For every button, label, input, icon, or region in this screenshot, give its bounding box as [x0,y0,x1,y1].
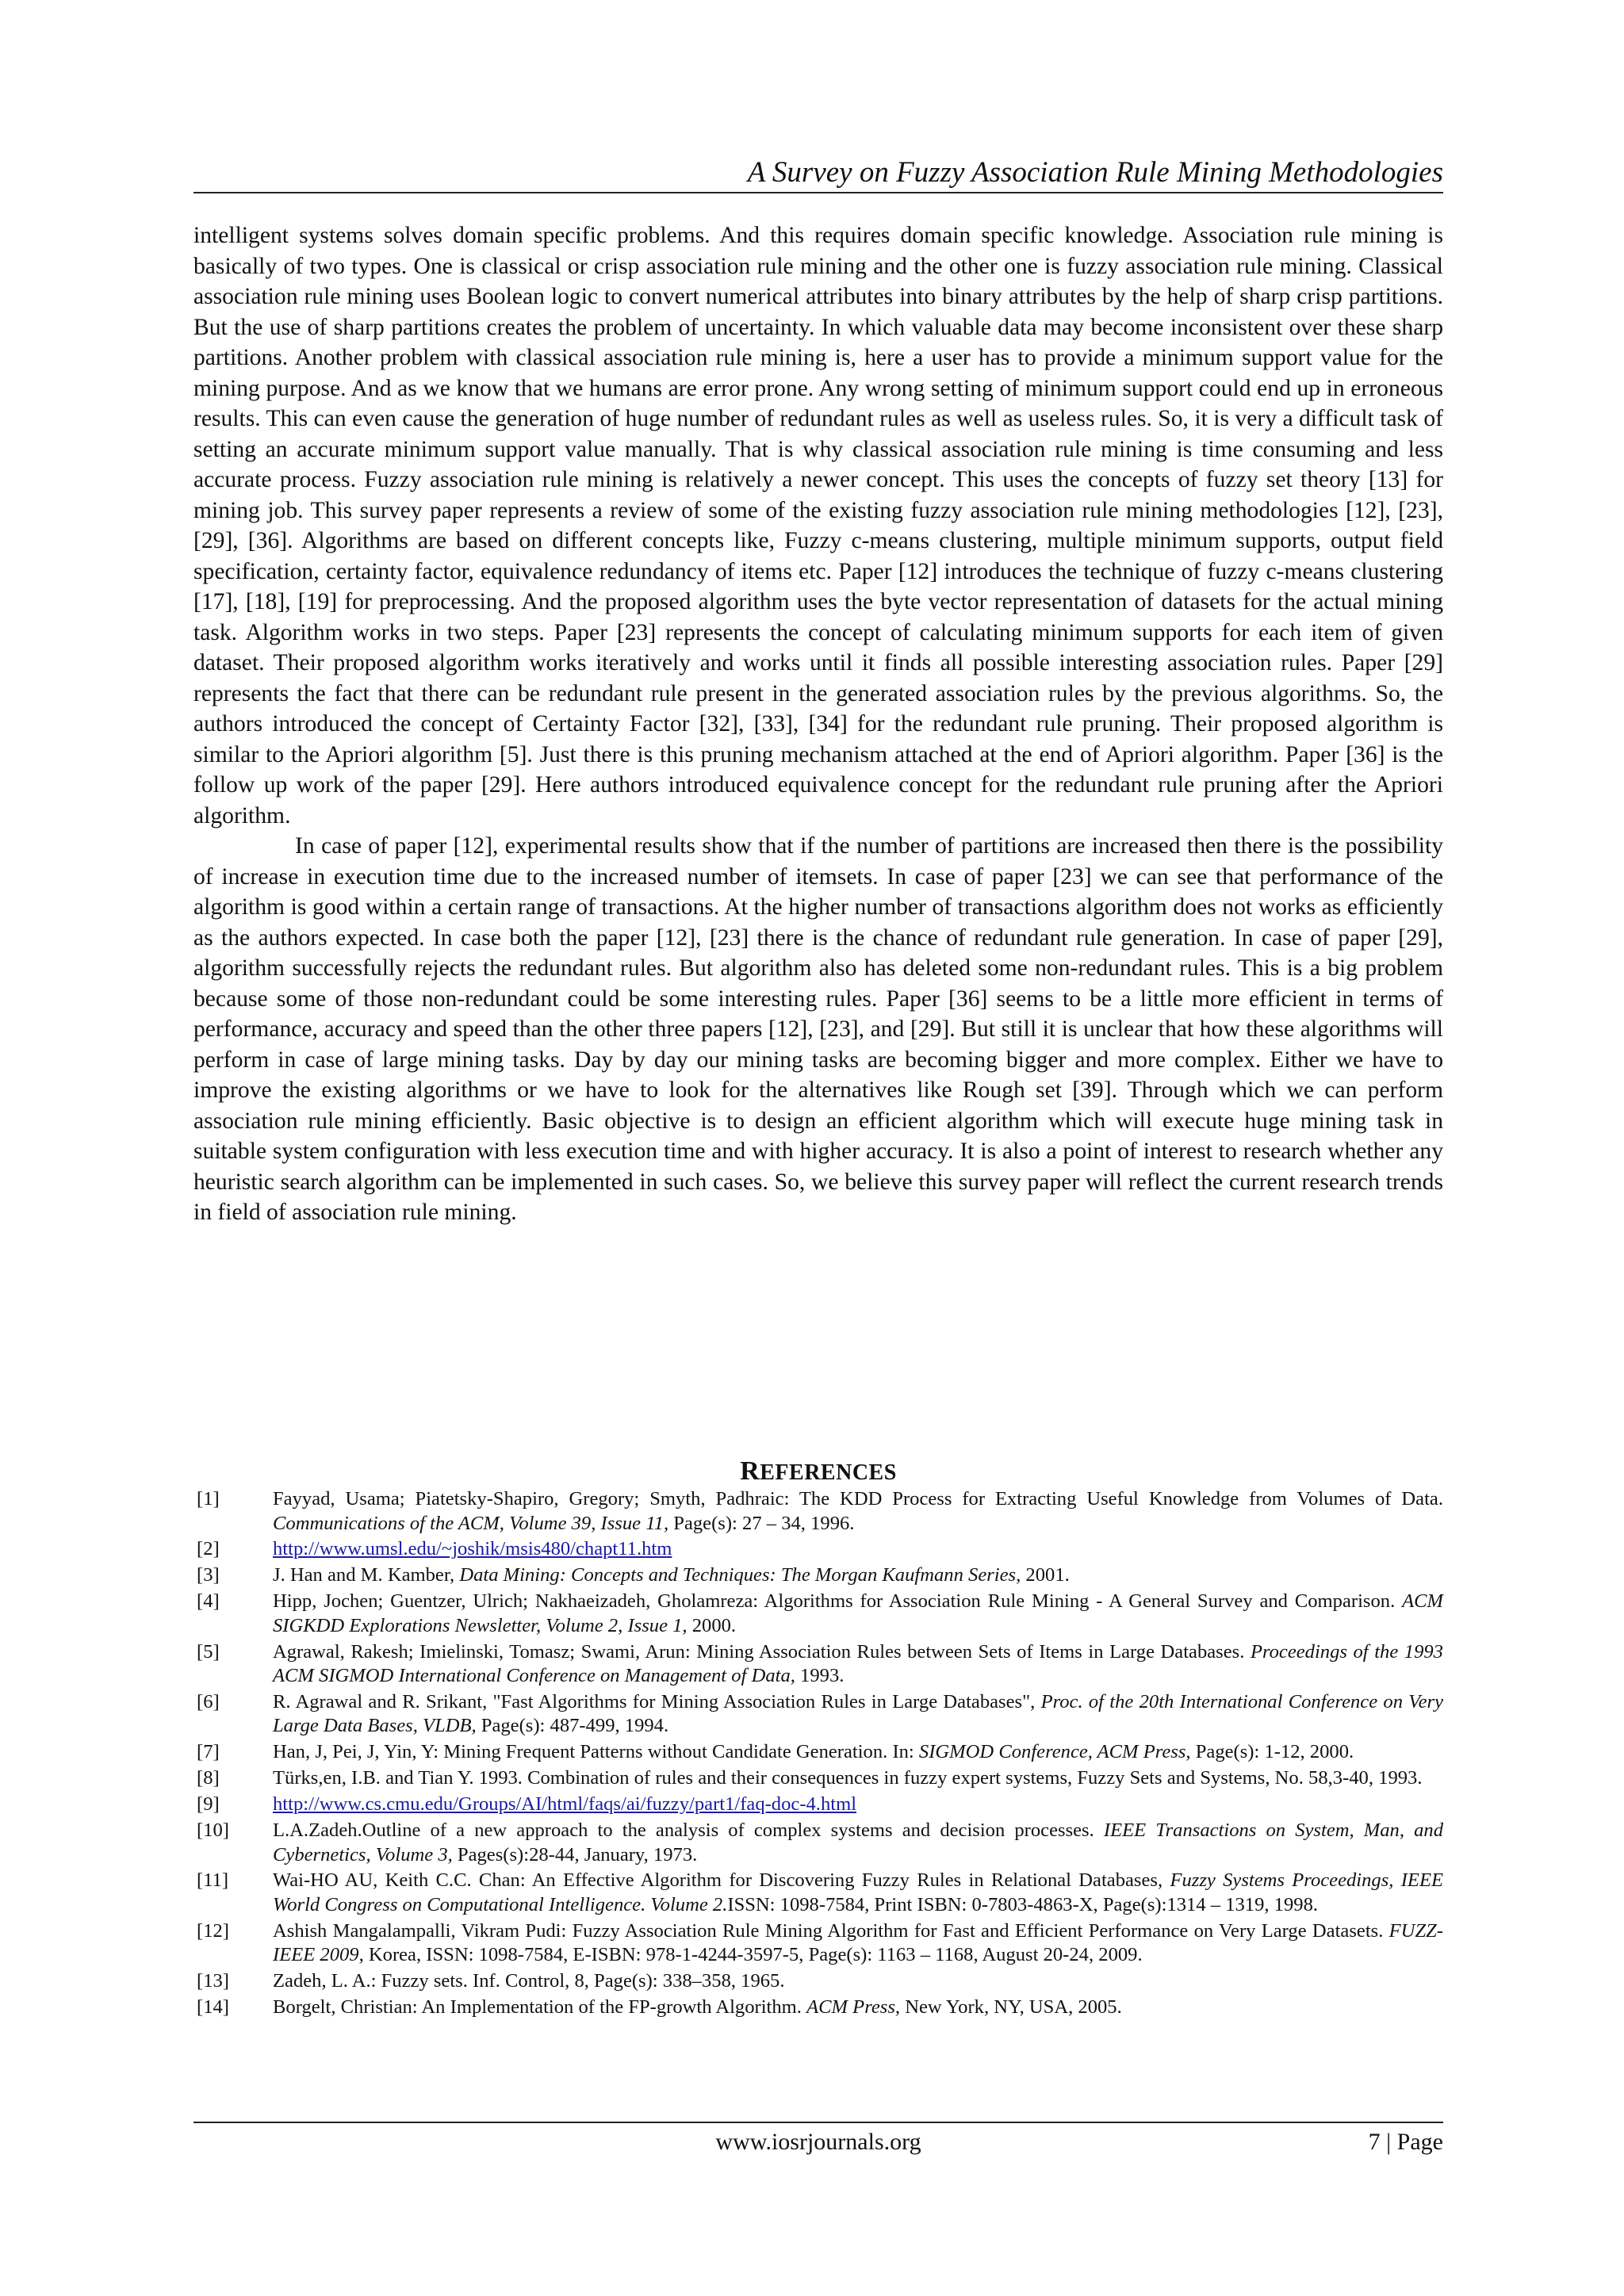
reference-text [273,1793,1443,1817]
paragraph-1: intelligent systems solves domain specific problems. And this requires domain specific knowledge. Association rule mining is basically of two types. One is classical or crisp association rule mining and the other one is fuzzy association rule mining. Classical association rule mining uses Boolean logic to convert numerical attributes into binary attributes by the help of sharp crisp partitions. But the use of sharp partitions creates the problem of uncertainty. In which valuable data may become inconsistent over these sharp partitions. Another problem with classical association rule mining is, here a user has to provide a minimum support value for the mining purpose. And as we know that we humans are error prone. Any wrong setting of minimum support could end up in erroneous results. This can even cause the generation of huge number of redundant rules as well as useless rules. So, it is very a difficult task of setting an accurate minimum support value manually. That is why classical association rule mining is time consuming and less accurate process. Fuzzy association rule mining is relatively a newer concept. This uses the concepts of fuzzy set theory [13] for mining job. This survey paper represents a review of some of the existing fuzzy association rule mining methodologies [12], [23], [29], [36]. Algorithms are based on different concepts like, Fuzzy c-means clustering, multiple minimum supports, output field specification, certainty factor, equivalence redundancy of items etc. Paper [12] introduces the technique of fuzzy c-means clustering [17], [18], [19] for preprocessing. And the proposed algorithm uses the byte vector representation of datasets for the actual mining task. Algorithm works in two steps. Paper [23] represents the concept of calculating minimum supports for each item of given dataset. Their proposed algorithm works iteratively and works until it finds all possible interesting association rules. Paper [29] represents the fact that there can be redundant rule present in the generated association rules by the previous algorithms. So, the authors introduced the concept of Certainty Factor [32], [33], [34] for the redundant rule pruning. Their proposed algorithm is similar to the Apriori algorithm [5]. Just there is this pruning mechanism attached at the end of Apriori algorithm. Paper [36] is the follow up work of the paper [29]. Here authors introduced equivalence concept for the redundant rule pruning after the Apriori algorithm. [193,223,1443,828]
reference-venue: Proceedings of the 1993 ACM SIGMOD International Conference on Management of Data, [273,1640,1443,1687]
reference-number: [11] [197,1869,229,1892]
reference-details: Page(s): 1-12, 2000. [1190,1741,1354,1763]
reference-authors-title: Fayyad, Usama; Piatetsky-Shapiro, Gregory; Smyth, Padhraic: The KDD Process for Extracting Useful Knowledge from Volumes of Data. [273,1488,1443,1510]
reference-number: [9] [197,1793,220,1816]
reference-venue: ACM SIGKDD Explorations Newsletter, Volume 2, Issue 1, [273,1590,1443,1636]
running-header-title: A Survey on Fuzzy Association Rule Mining Methodologies [747,156,1443,189]
reference-details: ISSN: 1098-7584, Print ISBN: 0-7803-4863-X, Page(s):1314 – 1319, 1998. [727,1893,1319,1915]
references-heading-rest: EFERENCES [760,1460,897,1485]
reference-number: [7] [197,1741,220,1763]
reference-number: [5] [197,1640,220,1663]
reference-text [273,1819,1443,1867]
footer-rule [193,2122,1443,2123]
reference-details: 1993. [795,1665,845,1687]
reference-link[interactable]: http://www.umsl.edu/~joshik/msis480/chapt11.htm [273,1538,672,1560]
reference-item [193,1819,1443,1867]
reference-number: [2] [197,1538,220,1560]
reference-venue: ACM Press, [806,1996,901,2019]
reference-item [193,1690,1443,1739]
reference-number: [8] [197,1767,220,1789]
reference-text [273,1487,1443,1536]
reference-venue: IEEE Transactions on System, Man, and Cybernetics, Volume 3, [273,1820,1443,1866]
reference-venue: Communications of the ACM, Volume 39, Issue 11, [273,1512,669,1534]
reference-item [193,1487,1443,1536]
reference-authors-title: R. Agrawal and R. Srikant, "Fast Algorithms for Mining Association Rules in Large Databases", [273,1690,1041,1712]
reference-authors-title: Türks,en, I.B. and Tian Y. 1993. Combination of rules and their consequences in fuzzy expert systems, Fuzzy Sets and Systems, No. 58,3-40, 1993. [273,1767,1423,1789]
reference-venue: Proc. of the 20th International Conference on Very Large Data Bases, VLDB, [273,1690,1443,1737]
reference-authors-title: Borgelt, Christian: An Implementation of the FP-growth Algorithm. [273,1996,807,2019]
reference-text [273,1537,1443,1562]
header-rule [193,192,1443,193]
reference-item [193,1537,1443,1562]
paragraph-2: In case of paper [12], experimental results show that if the number of partitions are increased then there is the possibility of increase in execution time due to the increased number of itemsets. In case of paper [23] we can see that performance of the algorithm is good within a certain range of transactions. At the higher number of transactions algorithm does not works as efficiently as the authors expected. In case both the paper [12], [23] there is the chance of redundant rule generation. In case of paper [29], algorithm successfully rejects the redundant rules. But algorithm also has deleted some non-redundant rules. This is a big problem because some of those non-redundant could be some interesting rules. Paper [36] seems to be a little more efficient in terms of performance, accuracy and speed than the other three papers [12], [23], and [29]. But still it is unclear that how these algorithms will perform in case of large mining tasks. Day by day our mining tasks are becoming bigger and more complex. Either we have to improve the existing algorithms or we have to look for the alternatives like Rough set [39]. Through which we can perform association rule mining efficiently. Basic objective is to design an efficient algorithm which will execute huge mining task in suitable system configuration with less execution time and with higher accuracy. It is also a point of interest to research whether any heuristic search algorithm can be implemented in such cases. So, we believe this survey paper will reflect the current research trends in field of association rule mining. [193,833,1443,1225]
reference-details: Pages(s):28-44, January, 1973. [452,1843,698,1866]
reference-item [193,1869,1443,1917]
reference-authors-title: L.A.Zadeh.Outline of a new approach to the analysis of complex systems and decision processes. [273,1820,1104,1842]
references-list [193,1487,1443,2022]
reference-text [273,1740,1443,1765]
reference-item [193,1793,1443,1817]
references-heading [193,1457,1443,1487]
reference-number: [13] [197,1970,229,1992]
reference-text [273,1690,1443,1739]
reference-text [273,1563,1443,1588]
reference-venue: FUZZ-IEEE 2009, [273,1919,1443,1966]
reference-details: Page(s): 487-499, 1994. [476,1715,669,1737]
reference-details: 2000. [687,1614,737,1636]
reference-text [273,1766,1443,1791]
reference-text [273,1969,1443,1994]
reference-authors-title: Han, J, Pei, J, Yin, Y: Mining Frequent Patterns without Candidate Generation. In: [273,1741,919,1763]
reference-number: [10] [197,1820,229,1842]
body-text [193,220,1443,1228]
reference-authors-title: Zadeh, L. A.: Fuzzy sets. Inf. Control, 8, Page(s): 338–358, 1965. [273,1970,785,1992]
reference-number: [12] [197,1919,229,1942]
reference-item [193,1996,1443,2020]
reference-item [193,1563,1443,1588]
reference-authors-title: Wai-HO AU, Keith C.C. Chan: An Effective Algorithm for Discovering Fuzzy Rules in Relational Databases, [273,1869,1170,1892]
reference-details: Page(s): 27 – 34, 1996. [668,1512,855,1534]
reference-number: [3] [197,1564,220,1586]
reference-text [273,1640,1443,1689]
reference-text [273,1919,1443,1968]
reference-text [273,1869,1443,1917]
reference-link[interactable]: http://www.cs.cmu.edu/Groups/AI/html/faqs/ai/fuzzy/part1/faq-doc-4.html [273,1793,857,1816]
reference-item [193,1740,1443,1765]
reference-venue: Fuzzy Systems Proceedings, IEEE World Congress on Computational Intelligence. Volume 2. [273,1869,1443,1915]
reference-authors-title: Ashish Mangalampalli, Vikram Pudi: Fuzzy Association Rule Mining Algorithm for Fast and Efficient Performance on Very Large Datasets. [273,1919,1389,1942]
reference-number: [4] [197,1590,220,1613]
reference-item [193,1766,1443,1791]
reference-number: [6] [197,1690,220,1712]
reference-text [273,1590,1443,1638]
reference-details: Korea, ISSN: 1098-7584, E-ISBN: 978-1-4244-3597-5, Page(s): 1163 – 1168, August 20-24, 2009. [363,1944,1143,1966]
reference-text [273,1996,1443,2020]
footer-website: www.iosrjournals.org [715,2129,921,2155]
reference-authors-title: J. Han and M. Kamber, [273,1564,460,1586]
reference-authors-title: Hipp, Jochen; Guentzer, Ulrich; Nakhaeizadeh, Gholamreza: Algorithms for Association Rule Mining - A General Survey and Comparison. [273,1590,1403,1613]
reference-number: [1] [197,1488,220,1510]
reference-details: 2001. [1021,1564,1070,1586]
reference-item [193,1969,1443,1994]
reference-venue: SIGMOD Conference, ACM Press, [918,1741,1191,1763]
footer-page-number: 7 | Page [1368,2129,1443,2155]
references-heading-initial: R [740,1456,760,1486]
reference-details: New York, NY, USA, 2005. [900,1996,1122,2019]
reference-number: [14] [197,1996,229,2019]
reference-authors-title: Agrawal, Rakesh; Imielinski, Tomasz; Swami, Arun: Mining Association Rules between Sets of Items in Large Databases. [273,1640,1251,1663]
reference-item [193,1590,1443,1638]
reference-item [193,1640,1443,1689]
reference-item [193,1919,1443,1968]
reference-venue: Data Mining: Concepts and Techniques: The Morgan Kaufmann Series, [459,1564,1021,1586]
